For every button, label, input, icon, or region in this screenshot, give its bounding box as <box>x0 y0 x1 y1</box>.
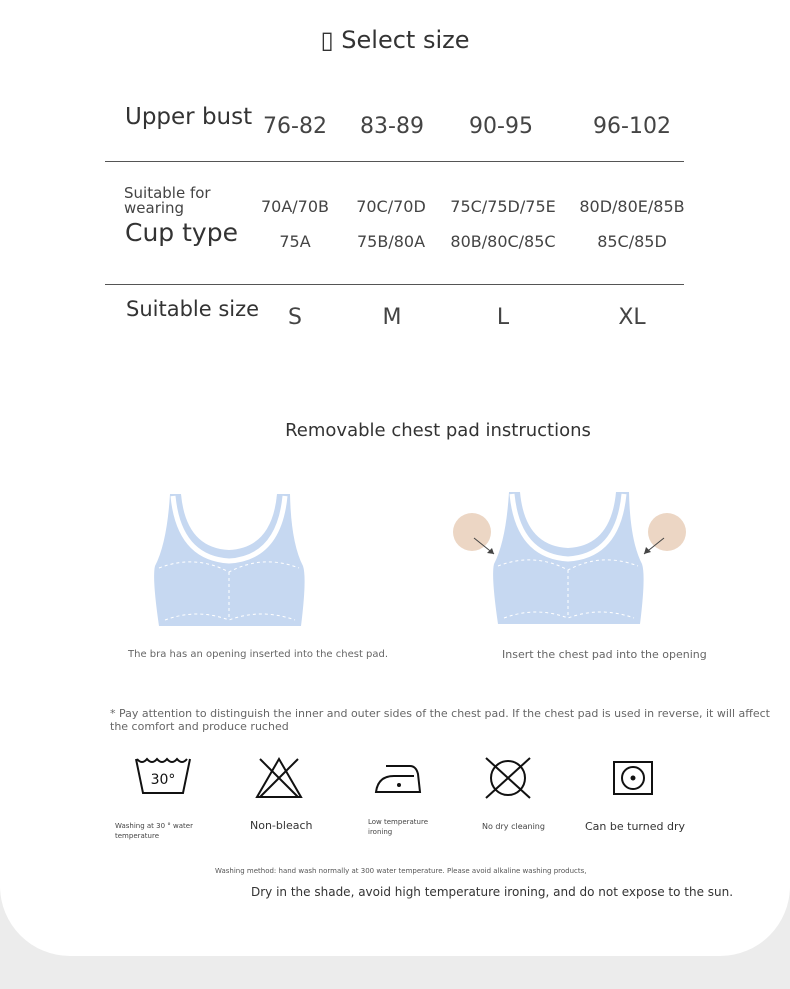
no-bleach-icon <box>254 756 304 800</box>
size-value: S <box>288 305 302 330</box>
pad-warning-note: * Pay attention to distinguish the inner and outer sides of the chest pad. If the chest pad is used in reverse, it will affect the comfort and produce ruched <box>110 707 770 733</box>
upper-bust-value: 90-95 <box>469 114 533 139</box>
cup-value: 75A <box>279 232 311 251</box>
caption-right: Insert the chest pad into the opening <box>502 648 707 661</box>
upper-bust-label: Upper bust <box>125 104 253 130</box>
size-value: XL <box>618 305 646 330</box>
table-divider <box>105 161 684 162</box>
cup-value: 75B/80A <box>356 232 426 251</box>
wash-30-icon <box>134 755 192 797</box>
suitable-size-label: Suitable size <box>126 297 260 321</box>
table-divider <box>105 284 684 285</box>
cup-value: 70A/70B <box>260 197 330 216</box>
care-label: Low temperature ironing <box>368 818 429 836</box>
care-label: Non-bleach <box>250 819 313 832</box>
chest-pad-left <box>453 513 491 551</box>
pad-section-title: Removable chest pad instructions <box>285 420 591 441</box>
upper-bust-value: 76-82 <box>263 114 327 139</box>
washing-method-text: Washing method: hand wash normally at 300 water temperature. Please avoid alkaline washing products, <box>215 867 587 875</box>
wearing-label: wearing <box>124 199 185 217</box>
cup-value: 85C/85D <box>597 232 667 251</box>
wash-temperature: 30° <box>150 772 176 788</box>
care-label: No dry cleaning <box>482 822 545 831</box>
page-title: ▯ Select size <box>320 26 470 54</box>
upper-bust-value: 96-102 <box>593 114 671 139</box>
tumble-dry-icon <box>612 760 654 796</box>
cup-value: 80D/80E/85B <box>579 197 685 216</box>
low-iron-icon <box>374 762 422 796</box>
upper-bust-value: 83-89 <box>360 114 424 139</box>
cup-type-label: Cup type <box>125 218 238 247</box>
cup-value: 70C/70D <box>356 197 426 216</box>
care-label: Washing at 30 ° water temperature <box>115 822 193 840</box>
chest-pad-right <box>648 513 686 551</box>
care-summary-text: Dry in the shade, avoid high temperature ironing, and do not expose to the sun. <box>251 885 734 899</box>
size-value: M <box>382 305 402 330</box>
cup-value: 75C/75D/75E <box>450 197 556 216</box>
caption-left: The bra has an opening inserted into the chest pad. <box>128 649 389 660</box>
bra-opening-illustration <box>145 488 310 630</box>
cup-value: 80B/80C/85C <box>450 232 556 251</box>
suitable-for-label: Suitable for <box>124 184 211 202</box>
pad-insert-illustration <box>448 486 693 631</box>
care-label: Can be turned dry <box>585 820 685 833</box>
no-dry-clean-icon <box>483 757 533 799</box>
size-value: L <box>496 305 510 330</box>
